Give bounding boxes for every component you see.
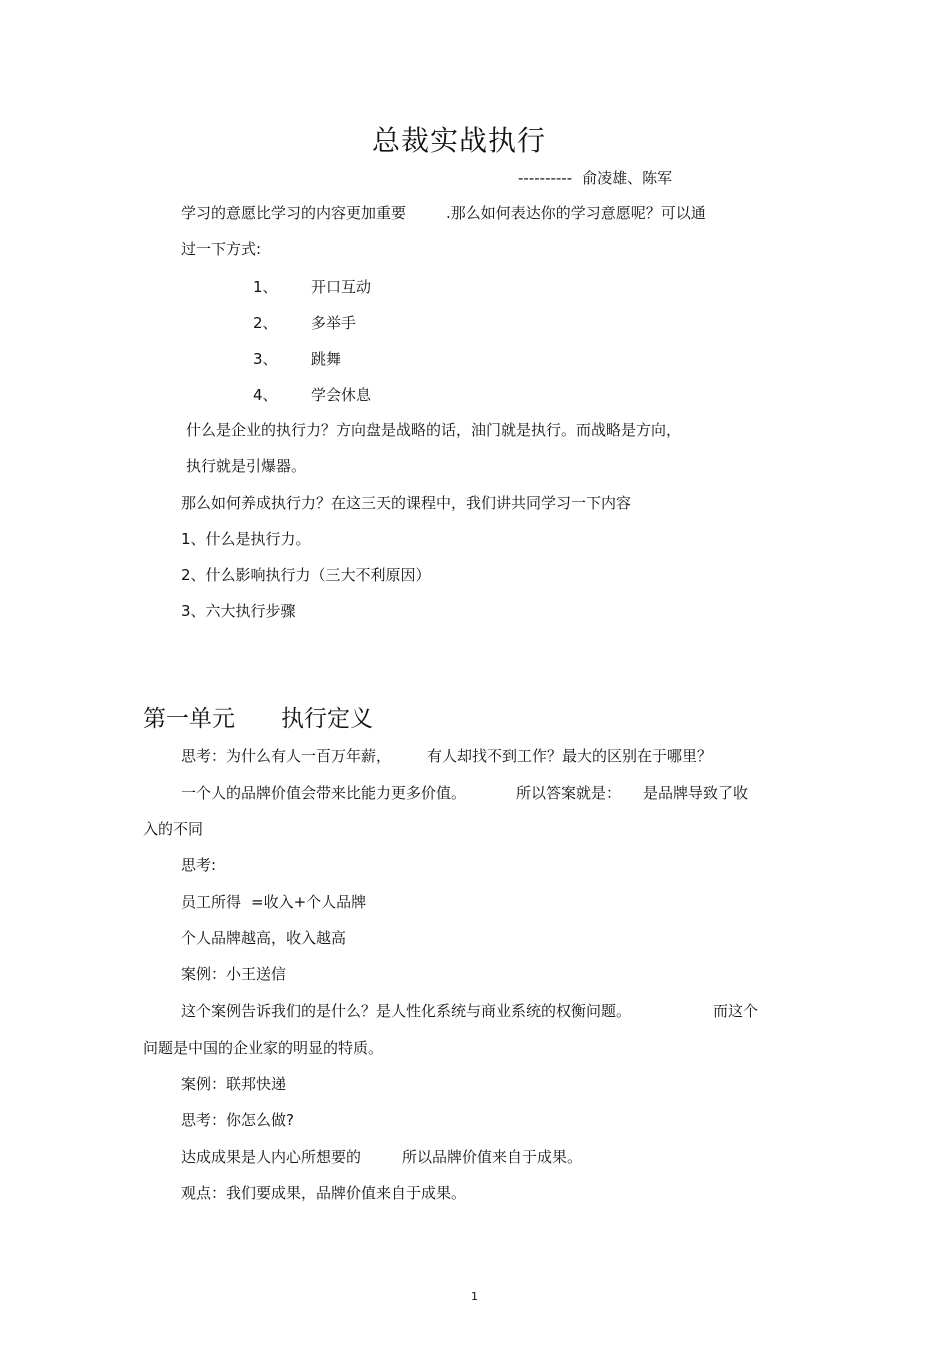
intro-text-a: 学习的意愿比学习的内容更加重要 <box>181 204 407 222</box>
way-item <box>253 313 278 333</box>
section-heading <box>143 704 373 734</box>
formula-text-a: 员工所得 <box>181 893 242 911</box>
way-item <box>253 385 278 405</box>
think-line-2: 思考: <box>181 856 217 874</box>
way-number: 3、 <box>253 350 278 368</box>
byline-authors: 俞凌雄、陈军 <box>582 169 673 187</box>
way-text: 多举手 <box>311 314 357 332</box>
brand-line-cont: 入的不同 <box>143 820 204 838</box>
case-line-1: 案例：小王送信 <box>181 965 287 983</box>
formula-text-b: =收入+个人品牌 <box>251 893 367 911</box>
intro-line-2: 过一下方式: <box>181 240 262 258</box>
way-number: 1、 <box>253 278 278 296</box>
way-item <box>253 349 278 369</box>
result-text-a: 达成成果是人内心所想要的 <box>181 1148 362 1166</box>
way-text: 开口互动 <box>311 278 372 296</box>
think-line-1 <box>181 746 712 766</box>
way-number: 2、 <box>253 314 278 332</box>
way-item <box>253 277 278 297</box>
think-line-3: 思考：你怎么做? <box>181 1111 294 1129</box>
view-line: 观点：我们要成果，品牌价值来自于成果。 <box>181 1184 467 1202</box>
way-number: 4、 <box>253 386 278 404</box>
think1-text-a: 思考：为什么有人一百万年薪， <box>181 747 392 765</box>
way-text: 跳舞 <box>311 350 342 368</box>
result-line <box>181 1147 582 1167</box>
byline <box>518 168 672 188</box>
formula-line <box>181 892 366 912</box>
topic-item: 3、六大执行步骤 <box>181 602 296 620</box>
how-line: 那么如何养成执行力？在这三天的课程中，我们讲共同学习一下内容 <box>181 494 632 512</box>
topic-item: 2、什么影响执行力（三大不利原因） <box>181 566 431 584</box>
section-label: 第一单元 <box>143 706 235 732</box>
topic-item: 1、什么是执行力。 <box>181 530 311 548</box>
case-line-2: 案例：联邦快递 <box>181 1075 287 1093</box>
page-number: 1 <box>471 1290 478 1303</box>
lesson-line <box>181 1001 758 1021</box>
higher-line: 个人品牌越高，收入越高 <box>181 929 347 947</box>
brand-text-b: 所以答案就是： <box>516 784 622 802</box>
section-name: 执行定义 <box>281 706 373 732</box>
exec-paragraph-line-1: 什么是企业的执行力？方向盘是战略的话，油门就是执行。而战略是方向， <box>186 421 682 439</box>
intro-text-b: .那么如何表达你的学习意愿呢？可以通 <box>446 204 706 222</box>
way-text: 学会休息 <box>311 386 372 404</box>
think1-text-b: 有人却找不到工作？最大的区别在于哪里？ <box>427 747 713 765</box>
exec-paragraph-line-2: 执行就是引爆器。 <box>186 457 307 475</box>
lesson-text-a: 这个案例告诉我们的是什么？是人性化系统与商业系统的权衡问题。 <box>181 1002 632 1020</box>
intro-line-1 <box>181 203 706 223</box>
brand-line <box>181 783 748 803</box>
byline-dashes: ---------- <box>518 169 573 187</box>
document-title: 总裁实战执行 <box>372 124 547 157</box>
result-text-b: 所以品牌价值来自于成果。 <box>402 1148 583 1166</box>
brand-text-a: 一个人的品牌价值会带来比能力更多价值。 <box>181 784 467 802</box>
brand-text-c: 是品牌导致了收 <box>643 784 749 802</box>
lesson-text-b: 而这个 <box>713 1002 759 1020</box>
lesson-line-cont: 问题是中国的企业家的明显的特质。 <box>143 1039 384 1057</box>
